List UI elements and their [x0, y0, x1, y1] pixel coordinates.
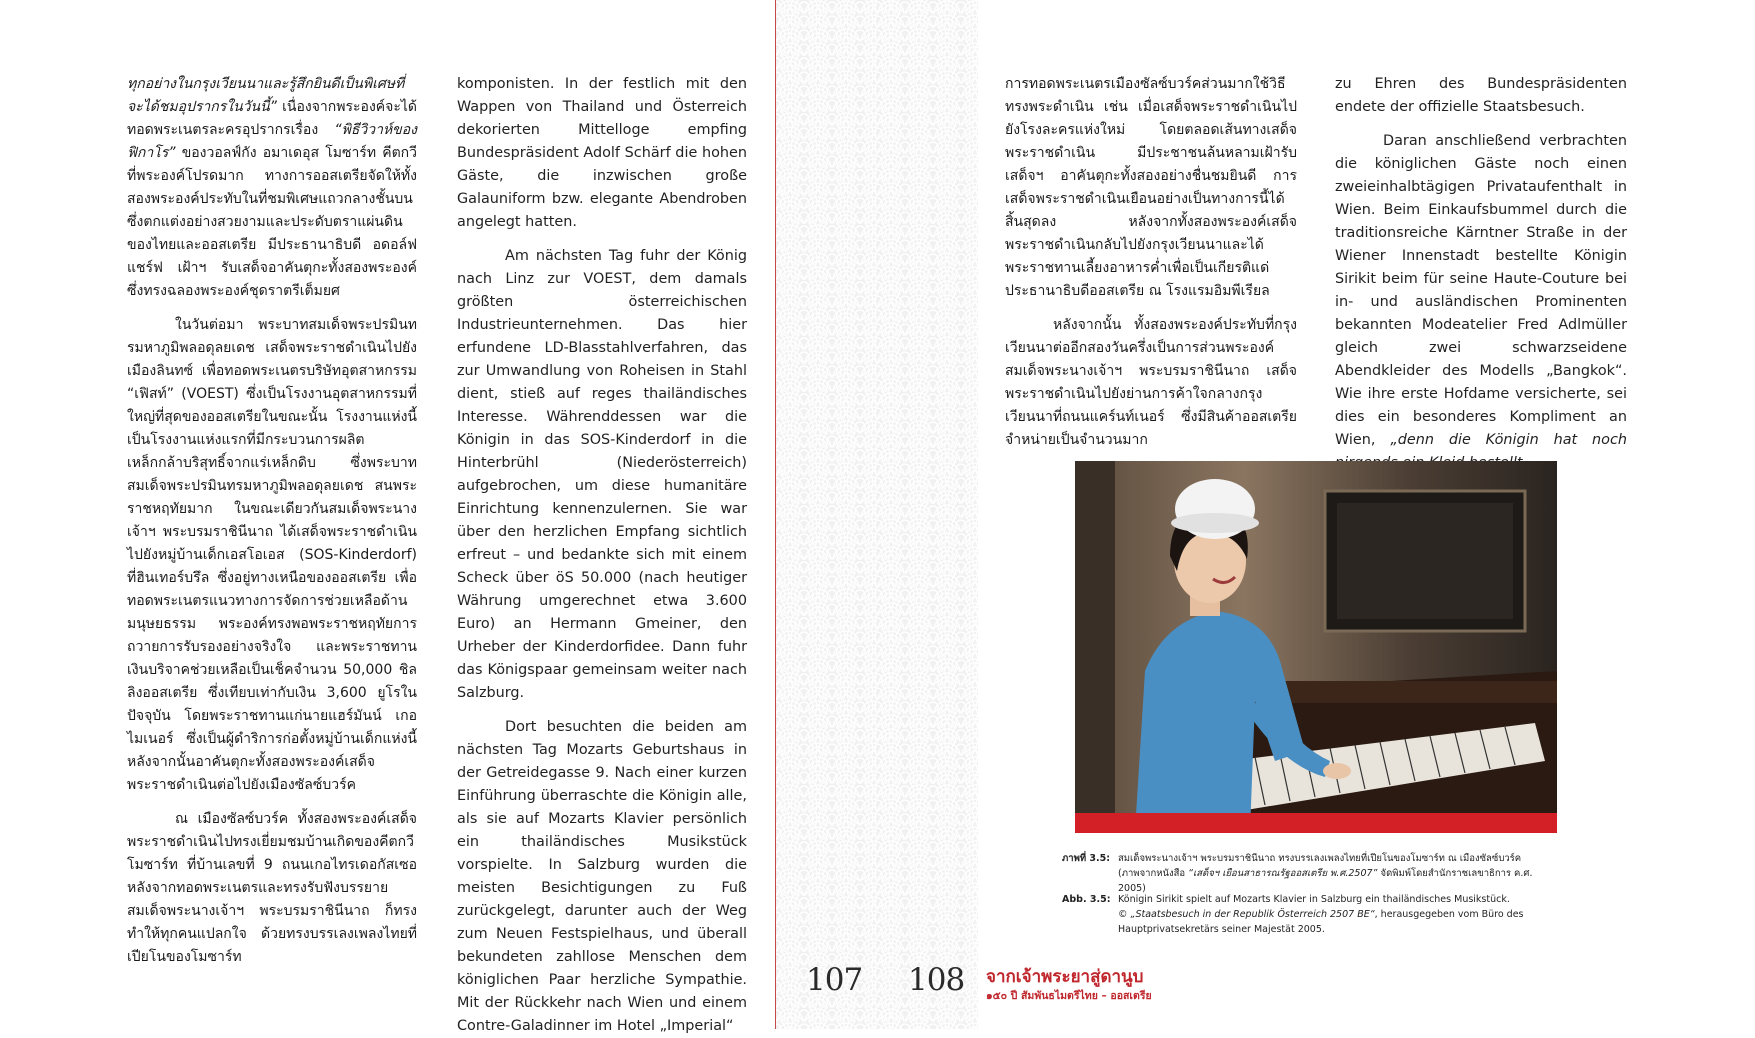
paragraph: [1335, 130, 1627, 475]
paragraph-text: เนื่องจากพระองค์จะได้ทอดพระเนตรละครอุปรากรเรื่อง: [127, 99, 417, 138]
quote-text: ทุกอย่างในกรุงเวียนนาและรู้สึกยินดีเป็นพิเศษที่จะได้ชมอุปรากรในวันนี้”: [127, 76, 405, 115]
caption-text: [1118, 851, 1558, 896]
caption-source: , herausgegeben vom Büro des Hauptprivatsekretärs seiner Majestät 2005.: [1118, 909, 1524, 935]
right-page-thai-column: [1005, 73, 1297, 452]
caption-source: จัดพิมพ์โดยสำนักราชเลขาธิการ ค.ศ. 2005): [1118, 868, 1533, 894]
caption-source-title: “เสด็จฯ เยือนสาธารณรัฐออสเตรีย พ.ศ.2507”: [1188, 868, 1378, 879]
paragraph-text: ของวอลฟ์กัง อมาเดอุส โมซาร์ท คีตกวีที่พระองค์โปรดมาก ทางการออสเตรียจัดให้ทั้งสองพระองค์ประทับในที่ชมพิเศษแถวกลางชั้นบนซึ่งตกแต่งอย่างสวยงามและประดับตราแผ่นดินของไทยและออสเตรีย มีประธานาธิบดี อดอล์ฟ แชร์ฟ เฝ้าฯ รับเสด็จอาคันตุกะทั้งสองพระองค์ ซึ่งทรงฉลองพระองค์ชุดราตรีเต็มยศ: [127, 145, 417, 299]
paragraph: Am nächsten Tag fuhr der König nach Linz zur VOEST, dem damals größten österreichischen Industrieunternehmen. Das hier erfundene LD-Blasstahlverfahren, das zur Umwandlung von Roheisen in Stahl dient, stieß auf reges thailändisches Interesse. Währenddessen war die Königin in das SOS-Kinderdorf in die Hinterbrühl (Niederösterreich) aufgebrochen, um diese humanitäre Einrichtung kennenzulernen. Sie war über den herzlichen Empfang sichtlich erfreut – und bedankte sich mit einem Scheck über öS 50.000 (nach heutiger Währung umgerechnet etwa 3.600 Euro) an Hermann Gmeiner, den Urheber der Kinderdorfidee. Dann fuhr das Königspaar gemeinsam weiter nach Salzburg.: [457, 248, 747, 701]
wave-pattern: [776, 0, 877, 1029]
wave-pattern: [877, 0, 978, 1029]
left-page-thai-column: [127, 73, 417, 969]
quote-text: „denn die Königin hat noch: [1390, 432, 1627, 448]
gutter-pattern-right: [877, 0, 979, 1029]
paragraph: [127, 73, 417, 303]
caption-text: [1118, 892, 1558, 937]
paragraph: ในวันต่อมา พระบาทสมเด็จพระปรมินทรมหาภูมิพลอดุลยเดช เสด็จพระราชดำเนินไปยังเมืองลินทซ์ เพื่อทอดพระเนตรบริษัทอุตสาหกรรม “เฟิสท์” (VOEST) ซึ่งเป็นโรงงานอุตสาหกรรมที่ใหญ่ที่สุดของออสเตรียในขณะนั้น โรงงานแห่งนี้เป็นโรงงานแห่งแรกที่มีกระบวนการผลิตเหล็กกล้าบริสุทธิ์จากแร่เหล็กดิบ ซึ่งพระบาทสมเด็จพระปรมินทรมหาภูมิพลอดุลยเดช สนพระราชหฤทัยมาก ในขณะเดียวกันสมเด็จพระนางเจ้าฯ พระบรมราชินีนาถ ได้เสด็จพระราชดำเนินไปยังหมู่บ้านเด็กเอสโอเอส (SOS-Kinderdorf) ที่ฮินเทอร์บรึล ซึ่งอยู่ทางเหนือของออสเตรีย เพื่อทอดพระเนตรแนวทางการจัดการช่วยเหลือด้านมนุษยธรรม พระองค์ทรงพอพระราชหฤทัยการถวายการรับรองอย่างจริงใจ และพระราชทานเงินบริจาคช่วยเหลือเป็นเช็คจำนวน 50,000 ชิลลิงออสเตรีย ซึ่งเทียบเท่ากับเงิน 3,600 ยูโรในปัจจุบัน โดยพระราชทานแก่นายแฮร์มันน์ เกอไมเนอร์ ซึ่งเป็นผู้ดำริการก่อตั้งหมู่บ้านเด็กแห่งนี้ หลังจากนั้นอาคันตุกะทั้งสองพระองค์เสด็จพระราชดำเนินต่อไปยังเมืองซัลซ์บวร์ค: [127, 317, 417, 793]
gutter-pattern-left: [775, 0, 878, 1029]
footer-book-subtitle-thai: ๑๕๐ ปี สัมพันธไมตรีไทย – ออสเตรีย: [986, 990, 1152, 1002]
paragraph: Dort besuchten die beiden am nächsten Tag Mozarts Geburtshaus in der Getreidegasse 9. Nach einer kurzen Einführung überraschte die Königin alle, als sie auf Mozarts Klavier persönlich ein thailändisches Musikstück vorspielte. In Salzburg wurden die meisten Besichtigungen zu Fuß zurückgelegt, darunter auch der Weg zum Neuen Festspielhaus, und überall bekundeten zahllose Menschen dem königlichen Paar herzliche Sympathie. Mit der Rückkehr nach Wien und einem Contre-Galadinner im Hotel „Imperial“: [457, 719, 747, 1034]
footer-book-title-thai: จากเจ้าพระยาสู่ดานูบ: [986, 967, 1144, 987]
caption-text: Königin Sirikit spielt auf Mozarts Klavier in Salzburg ein thailändisches Musikstück.: [1118, 894, 1510, 905]
right-page-german-column: [1335, 73, 1627, 475]
paragraph-text: Daran anschließend verbrachten die königlichen Gäste noch einen zweieinhalbtägigen Privataufenthalt in Wien. Beim Einkaufsbummel durch die traditionsreiche Kärntner Straße in der Wiener Innenstadt bestellte Königin Sirikit beim für seine Haute-Couture bei in- und ausländischen Prominenten bekannten Modeatelier Fred Adlmüller gleich zwei schwarzseidene Abendkleider des Modells „Bangkok“. Wie ihre erste Hofdame versicherte, sei dies ein besonderes Kompliment an Wien,: [1335, 133, 1627, 448]
caption-source: (ภาพจากหนังสือ: [1118, 868, 1189, 879]
caption-label: ภาพที่ 3.5:: [1062, 853, 1111, 864]
caption-thai: [1062, 851, 1562, 894]
page-number-left: 107: [806, 962, 863, 998]
paragraph: หลังจากนั้น ทั้งสองพระองค์ประทับที่กรุงเวียนนาต่ออีกสองวันครึ่งเป็นการส่วนพระองค์ สมเด็จพระนางเจ้าฯ พระบรมราชินีนาถ เสด็จพระราชดำเนินไปยังย่านการค้าใจกลางกรุงเวียนนาที่ถนนแคร์นท์เนอร์ ซึ่งมีสินค้าออสเตรียจำหน่ายเป็นจำนวนมาก: [1005, 317, 1297, 448]
caption-label: Abb. 3.5:: [1062, 894, 1111, 905]
photo-red-band: [1075, 813, 1557, 833]
paragraph: zu Ehren des Bundespräsidenten endete der offizielle Staatsbesuch.: [1335, 76, 1627, 115]
photo-illustration: [1075, 461, 1557, 831]
paragraph: ณ เมืองซัลซ์บวร์ค ทั้งสองพระองค์เสด็จพระราชดำเนินไปทรงเยี่ยมชมบ้านเกิดของคีตกวีโมซาร์ท ที่บ้านเลขที่ 9 ถนนเกอไทรเดอกัสเซอ หลังจากทอดพระเนตรและทรงรับฟังบรรยาย สมเด็จพระนางเจ้าฯ พระบรมราชินีนาถ ก็ทรงทำให้ทุกคนแปลกใจ ด้วยทรงบรรเลงเพลงไทยที่เปียโนของโมซาร์ท: [127, 811, 417, 965]
paragraph: komponisten. In der festlich mit den Wappen von Thailand und Österreich dekorierten Mittelloge empfing Bundespräsident Adolf Schärf die hohen Gäste, die inzwischen große Galauniform bzw. elegante Abendroben angelegt hatten.: [457, 76, 747, 230]
page-number-right: 108: [908, 962, 965, 998]
paragraph: การทอดพระเนตรเมืองซัลซ์บวร์คส่วนมากใช้วิธีทรงพระดำเนิน เช่น เมื่อเสด็จพระราชดำเนินไปยังโรงละครแห่งใหม่ โดยตลอดเส้นทางเสด็จพระราชดำเนิน มีประชาชนล้นหลามเฝ้ารับเสด็จฯ อาคันตุกะทั้งสองอย่างชื่นชมยินดี การเสด็จพระราชดำเนินเยือนอย่างเป็นทางการนี้ได้สิ้นสุดลง หลังจากทั้งสองพระองค์เสด็จพระราชดำเนินกลับไปยังกรุงเวียนนาและได้พระราชทานเลี้ยงอาหารค่ำเพื่อเป็นเกียรติแด่ประธานาธิบดีออสเตรีย ณ โรงแรมอิมพีเรียล: [1005, 76, 1297, 299]
caption-source-title: „Staatsbesuch in der Republik Österreich 2507 BE“: [1130, 909, 1375, 920]
caption-source: ©: [1118, 909, 1131, 920]
opera-title: “พิธีวิวาห์ของฟิกาโร”: [127, 122, 417, 161]
caption-german: [1062, 892, 1562, 938]
left-page-107[interactable]: [0, 0, 775, 1034]
caption-text: สมเด็จพระนางเจ้าฯ พระบรมราชินีนาถ ทรงบรรเลงเพลงไทยที่เปียโนของโมซาร์ท ณ เมืองซัลซ์บวร์ค: [1118, 853, 1522, 864]
left-page-german-column: [457, 73, 747, 1038]
photo-queen-at-piano: [1075, 461, 1557, 831]
